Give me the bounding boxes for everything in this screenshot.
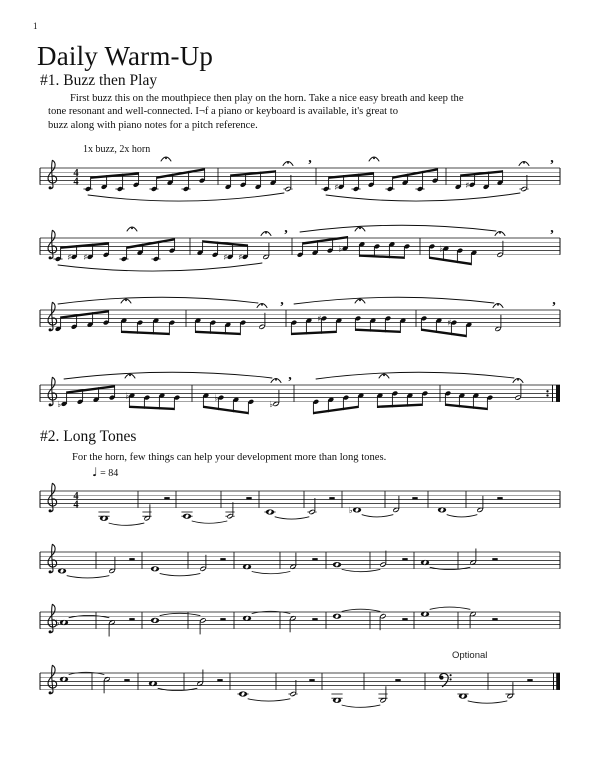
- section-1-body-line-3: buzz along with piano notes for a pitch reference.: [48, 119, 258, 131]
- staff-2: [40, 221, 560, 271]
- svg-text:♯: ♯: [447, 318, 452, 329]
- svg-text:♭: ♭: [338, 244, 343, 255]
- svg-text:,: ,: [308, 151, 312, 166]
- svg-text:♯: ♯: [83, 252, 88, 263]
- staff-3: [40, 293, 560, 337]
- svg-text:♭: ♭: [125, 391, 130, 402]
- quarter-note-icon: ♩: [92, 465, 98, 479]
- svg-text:4: 4: [73, 167, 79, 179]
- svg-text:♯: ♯: [67, 252, 72, 263]
- staff-6: [40, 544, 560, 578]
- page-title: Daily Warm-Up: [37, 41, 214, 71]
- svg-text:,: ,: [552, 293, 556, 308]
- page-number: 1: [33, 21, 38, 31]
- section-1-heading: #1. Buzz then Play: [40, 72, 158, 89]
- svg-text:,: ,: [284, 221, 288, 236]
- svg-text:♭: ♭: [348, 505, 353, 516]
- svg-text:♯: ♯: [465, 180, 470, 191]
- svg-text:4: 4: [73, 176, 79, 188]
- svg-text:♯: ♯: [223, 252, 228, 263]
- svg-text:4: 4: [73, 499, 79, 511]
- svg-text:♯: ♯: [334, 182, 339, 193]
- staff-7: [40, 604, 560, 636]
- svg-text:4: 4: [73, 490, 79, 502]
- buzz-horn-label: 1x buzz, 2x horn: [83, 144, 151, 155]
- section-2-body: For the horn, few things can help your development more than long tones.: [72, 452, 387, 463]
- svg-text:♭: ♭: [214, 393, 219, 404]
- section-1-body-line-2: tone resonant and well-connected. I¬f a piano or keyboard is available, it's great to: [48, 106, 398, 118]
- svg-text:♭: ♭: [55, 618, 60, 629]
- svg-text:♭: ♭: [439, 244, 444, 255]
- svg-text:♭: ♭: [269, 399, 274, 410]
- time-signature: [73, 168, 79, 187]
- tempo-value: = 84: [100, 468, 119, 479]
- svg-text:,: ,: [280, 293, 284, 308]
- section-2-heading: #2. Long Tones: [40, 428, 137, 445]
- svg-text:♯: ♯: [317, 314, 322, 325]
- svg-text:♯: ♯: [238, 252, 243, 263]
- svg-text:,: ,: [550, 151, 554, 166]
- time-signature: [73, 491, 79, 510]
- svg-text:,: ,: [288, 368, 292, 383]
- svg-text:,: ,: [550, 221, 554, 236]
- staff-1: [40, 151, 560, 201]
- svg-text:♭: ♭: [57, 399, 62, 410]
- staff-4: [40, 368, 560, 414]
- staff-5: [40, 483, 560, 525]
- section-1-body-line-1: First buzz this on the mouthpiece then play on the horn. Take a nice easy breath and keep the: [70, 93, 464, 104]
- bass-clef-icon: [440, 673, 452, 686]
- staff-8: [40, 665, 560, 707]
- optional-label: Optional: [452, 650, 488, 661]
